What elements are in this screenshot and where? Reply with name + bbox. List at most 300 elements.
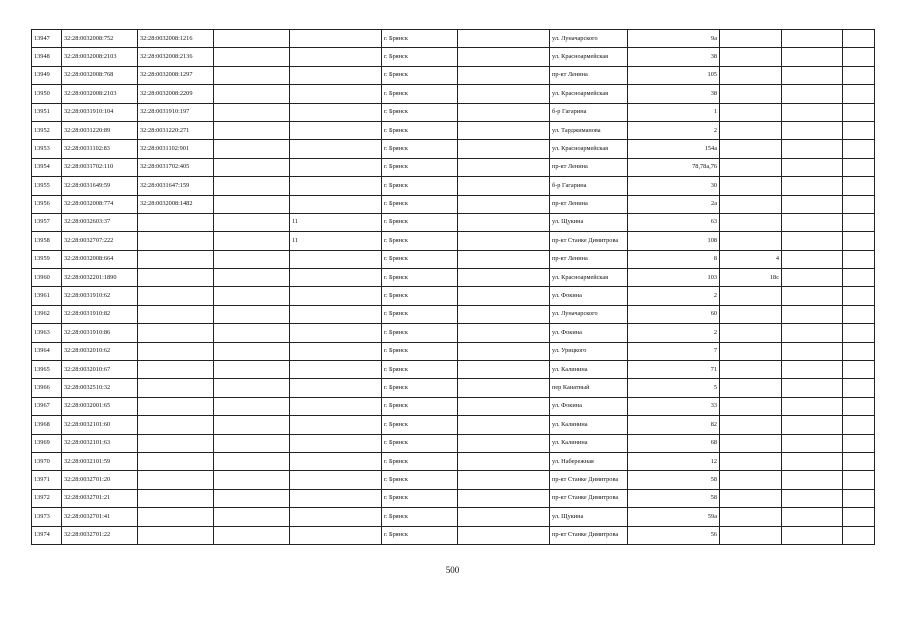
parent-cadastral-cell (138, 508, 214, 526)
building-cell (720, 489, 782, 507)
empty-cell-f (843, 85, 875, 103)
building-cell (720, 379, 782, 397)
empty-cell-c (458, 342, 550, 360)
record-number-cell: 13957 (32, 213, 62, 231)
empty-cell-f (843, 452, 875, 470)
table-row (32, 85, 875, 103)
empty-cell-a (214, 342, 290, 360)
empty-cell-a (214, 324, 290, 342)
empty-cell-f (843, 30, 875, 48)
empty-cell-f (843, 342, 875, 360)
empty-cell-f (843, 397, 875, 415)
cadastral-number-cell: 32:28:0032201:1890 (62, 269, 138, 287)
street-cell: ул. Фокина (550, 397, 628, 415)
code-cell (290, 342, 382, 360)
parent-cadastral-cell (138, 361, 214, 379)
building-cell (720, 213, 782, 231)
table-row (32, 103, 875, 121)
city-cell: г. Брянск (382, 361, 458, 379)
record-number-cell: 13963 (32, 324, 62, 342)
city-cell: г. Брянск (382, 103, 458, 121)
city-cell: г. Брянск (382, 379, 458, 397)
empty-cell-f (843, 158, 875, 176)
empty-cell-e (782, 379, 843, 397)
record-number-cell: 13951 (32, 103, 62, 121)
parent-cadastral-cell (138, 324, 214, 342)
empty-cell-a (214, 287, 290, 305)
empty-cell-a (214, 30, 290, 48)
house-number-cell: 63 (628, 213, 720, 231)
parent-cadastral-cell: 32:28:0031702:405 (138, 158, 214, 176)
empty-cell-f (843, 416, 875, 434)
empty-cell-c (458, 121, 550, 139)
building-cell (720, 195, 782, 213)
empty-cell-f (843, 324, 875, 342)
street-cell: ул. Луначарского (550, 305, 628, 323)
code-cell (290, 397, 382, 415)
record-number-cell: 13952 (32, 121, 62, 139)
table-row (32, 452, 875, 470)
table-row (32, 342, 875, 360)
parent-cadastral-cell: 32:28:0032008:1482 (138, 195, 214, 213)
empty-cell-e (782, 85, 843, 103)
code-cell (290, 489, 382, 507)
empty-cell-e (782, 66, 843, 84)
record-number-cell: 13968 (32, 416, 62, 434)
table-row (32, 140, 875, 158)
code-cell (290, 379, 382, 397)
empty-cell-f (843, 177, 875, 195)
city-cell: г. Брянск (382, 526, 458, 544)
record-number-cell: 13956 (32, 195, 62, 213)
street-cell: пр-кт Ленина (550, 250, 628, 268)
cadastral-number-cell: 32:28:0031910:62 (62, 287, 138, 305)
cadastral-number-cell: 32:28:0032010:62 (62, 342, 138, 360)
house-number-cell: 154а (628, 140, 720, 158)
table-row (32, 361, 875, 379)
empty-cell-c (458, 397, 550, 415)
cadastral-number-cell: 32:28:0032010:67 (62, 361, 138, 379)
house-number-cell: 38 (628, 85, 720, 103)
parent-cadastral-cell (138, 379, 214, 397)
empty-cell-f (843, 232, 875, 250)
street-cell: пр-кт Станке Димитрова (550, 232, 628, 250)
empty-cell-f (843, 66, 875, 84)
building-cell (720, 30, 782, 48)
empty-cell-a (214, 416, 290, 434)
empty-cell-e (782, 397, 843, 415)
empty-cell-c (458, 66, 550, 84)
empty-cell-f (843, 434, 875, 452)
empty-cell-e (782, 232, 843, 250)
empty-cell-e (782, 471, 843, 489)
empty-cell-e (782, 287, 843, 305)
empty-cell-e (782, 213, 843, 231)
house-number-cell: 103 (628, 269, 720, 287)
parent-cadastral-cell (138, 213, 214, 231)
parent-cadastral-cell: 32:28:0032008:1297 (138, 66, 214, 84)
cadastral-number-cell: 32:28:0032701:22 (62, 526, 138, 544)
empty-cell-e (782, 250, 843, 268)
empty-cell-e (782, 489, 843, 507)
empty-cell-f (843, 508, 875, 526)
street-cell: ул. Набережная (550, 452, 628, 470)
empty-cell-c (458, 250, 550, 268)
cadastral-number-cell: 32:28:0032101:59 (62, 452, 138, 470)
parent-cadastral-cell: 32:28:0032008:1216 (138, 30, 214, 48)
city-cell: г. Брянск (382, 66, 458, 84)
city-cell: г. Брянск (382, 269, 458, 287)
house-number-cell: 8 (628, 250, 720, 268)
code-cell (290, 177, 382, 195)
house-number-cell: 56 (628, 526, 720, 544)
city-cell: г. Брянск (382, 434, 458, 452)
cadastral-number-cell: 32:28:0032008:752 (62, 30, 138, 48)
building-cell: 4 (720, 250, 782, 268)
table-row (32, 232, 875, 250)
empty-cell-c (458, 213, 550, 231)
record-number-cell: 13973 (32, 508, 62, 526)
building-cell (720, 121, 782, 139)
code-cell (290, 140, 382, 158)
house-number-cell: 58 (628, 489, 720, 507)
building-cell (720, 287, 782, 305)
house-number-cell: 7 (628, 342, 720, 360)
city-cell: г. Брянск (382, 452, 458, 470)
table-row (32, 324, 875, 342)
empty-cell-f (843, 287, 875, 305)
city-cell: г. Брянск (382, 177, 458, 195)
empty-cell-c (458, 379, 550, 397)
empty-cell-e (782, 140, 843, 158)
empty-cell-f (843, 361, 875, 379)
empty-cell-a (214, 452, 290, 470)
street-cell: ул. Фокина (550, 324, 628, 342)
empty-cell-c (458, 416, 550, 434)
record-number-cell: 13960 (32, 269, 62, 287)
registry-sheet (31, 29, 875, 545)
street-cell: ул. Урицкого (550, 342, 628, 360)
code-cell (290, 121, 382, 139)
city-cell: г. Брянск (382, 213, 458, 231)
parent-cadastral-cell: 32:28:0032008:2209 (138, 85, 214, 103)
street-cell: пр-кт Ленина (550, 195, 628, 213)
city-cell: г. Брянск (382, 195, 458, 213)
code-cell: 11 (290, 232, 382, 250)
house-number-cell: 58 (628, 471, 720, 489)
building-cell (720, 452, 782, 470)
empty-cell-c (458, 452, 550, 470)
table-row (32, 471, 875, 489)
building-cell (720, 103, 782, 121)
empty-cell-a (214, 177, 290, 195)
parent-cadastral-cell (138, 452, 214, 470)
parent-cadastral-cell: 32:28:0031910:197 (138, 103, 214, 121)
cadastral-number-cell: 32:28:0032707:222 (62, 232, 138, 250)
parent-cadastral-cell (138, 232, 214, 250)
record-number-cell: 13950 (32, 85, 62, 103)
empty-cell-e (782, 416, 843, 434)
house-number-cell: 1 (628, 103, 720, 121)
code-cell (290, 434, 382, 452)
empty-cell-a (214, 471, 290, 489)
cadastral-number-cell: 32:28:0032101:60 (62, 416, 138, 434)
parent-cadastral-cell (138, 526, 214, 544)
empty-cell-a (214, 121, 290, 139)
building-cell (720, 471, 782, 489)
empty-cell-f (843, 140, 875, 158)
empty-cell-f (843, 471, 875, 489)
house-number-cell: 59а (628, 508, 720, 526)
city-cell: г. Брянск (382, 416, 458, 434)
cadastral-number-cell: 32:28:0031910:104 (62, 103, 138, 121)
empty-cell-a (214, 213, 290, 231)
code-cell (290, 471, 382, 489)
table-row (32, 250, 875, 268)
street-cell: ул. Красноармейская (550, 269, 628, 287)
house-number-cell: 108 (628, 232, 720, 250)
table-row (32, 397, 875, 415)
empty-cell-e (782, 434, 843, 452)
empty-cell-e (782, 508, 843, 526)
record-number-cell: 13955 (32, 177, 62, 195)
parent-cadastral-cell (138, 397, 214, 415)
house-number-cell: 60 (628, 305, 720, 323)
city-cell: г. Брянск (382, 121, 458, 139)
house-number-cell: 2 (628, 324, 720, 342)
empty-cell-f (843, 213, 875, 231)
empty-cell-a (214, 305, 290, 323)
empty-cell-a (214, 103, 290, 121)
building-cell (720, 361, 782, 379)
building-cell (720, 158, 782, 176)
house-number-cell: 2 (628, 121, 720, 139)
page-number: 500 (445, 565, 460, 575)
empty-cell-e (782, 305, 843, 323)
empty-cell-e (782, 195, 843, 213)
record-number-cell: 13959 (32, 250, 62, 268)
empty-cell-c (458, 158, 550, 176)
building-cell (720, 85, 782, 103)
building-cell (720, 66, 782, 84)
street-cell: ул. Фокина (550, 287, 628, 305)
code-cell (290, 416, 382, 434)
empty-cell-c (458, 269, 550, 287)
empty-cell-a (214, 489, 290, 507)
parent-cadastral-cell: 32:28:0031102:901 (138, 140, 214, 158)
street-cell: ул. Щукина (550, 508, 628, 526)
cadastral-number-cell: 32:28:0032101:63 (62, 434, 138, 452)
empty-cell-c (458, 489, 550, 507)
parent-cadastral-cell (138, 287, 214, 305)
street-cell: пер Канатный (550, 379, 628, 397)
house-number-cell: 68 (628, 434, 720, 452)
empty-cell-e (782, 361, 843, 379)
empty-cell-f (843, 269, 875, 287)
empty-cell-c (458, 471, 550, 489)
registry-body (32, 30, 875, 545)
empty-cell-c (458, 361, 550, 379)
street-cell: пр-кт Станке Димитрова (550, 471, 628, 489)
record-number-cell: 13969 (32, 434, 62, 452)
table-row (32, 269, 875, 287)
empty-cell-c (458, 85, 550, 103)
record-number-cell: 13964 (32, 342, 62, 360)
street-cell: ул. Калинина (550, 361, 628, 379)
building-cell: 18с (720, 269, 782, 287)
record-number-cell: 13966 (32, 379, 62, 397)
street-cell: ул. Красноармейская (550, 85, 628, 103)
empty-cell-e (782, 526, 843, 544)
street-cell: ул. Красноармейская (550, 48, 628, 66)
empty-cell-c (458, 434, 550, 452)
empty-cell-e (782, 269, 843, 287)
empty-cell-f (843, 195, 875, 213)
parent-cadastral-cell: 32:28:0031647:159 (138, 177, 214, 195)
cadastral-number-cell: 32:28:0032001:65 (62, 397, 138, 415)
empty-cell-a (214, 232, 290, 250)
cadastral-number-cell: 32:28:0031702:110 (62, 158, 138, 176)
record-number-cell: 13954 (32, 158, 62, 176)
house-number-cell: 5 (628, 379, 720, 397)
record-number-cell: 13947 (32, 30, 62, 48)
city-cell: г. Брянск (382, 305, 458, 323)
record-number-cell: 13948 (32, 48, 62, 66)
parent-cadastral-cell (138, 305, 214, 323)
table-row (32, 434, 875, 452)
street-cell: ул. Красноармейская (550, 140, 628, 158)
house-number-cell: 2а (628, 195, 720, 213)
empty-cell-f (843, 526, 875, 544)
cadastral-number-cell: 32:28:0031102:83 (62, 140, 138, 158)
code-cell (290, 85, 382, 103)
parent-cadastral-cell: 32:28:0032008:2136 (138, 48, 214, 66)
parent-cadastral-cell: 32:28:0031220:271 (138, 121, 214, 139)
street-cell: пр-кт Станке Димитрова (550, 526, 628, 544)
code-cell (290, 103, 382, 121)
empty-cell-e (782, 30, 843, 48)
code-cell (290, 66, 382, 84)
record-number-cell: 13961 (32, 287, 62, 305)
empty-cell-c (458, 526, 550, 544)
empty-cell-f (843, 121, 875, 139)
empty-cell-a (214, 269, 290, 287)
empty-cell-f (843, 48, 875, 66)
building-cell (720, 177, 782, 195)
empty-cell-a (214, 66, 290, 84)
code-cell (290, 195, 382, 213)
building-cell (720, 232, 782, 250)
parent-cadastral-cell (138, 434, 214, 452)
empty-cell-c (458, 232, 550, 250)
empty-cell-e (782, 324, 843, 342)
street-cell: ул. Луначарского (550, 30, 628, 48)
street-cell: ул. Щукина (550, 213, 628, 231)
city-cell: г. Брянск (382, 140, 458, 158)
house-number-cell: 2 (628, 287, 720, 305)
empty-cell-e (782, 177, 843, 195)
empty-cell-c (458, 48, 550, 66)
empty-cell-c (458, 305, 550, 323)
street-cell: ул. Тарджиманова (550, 121, 628, 139)
record-number-cell: 13965 (32, 361, 62, 379)
record-number-cell: 13971 (32, 471, 62, 489)
parent-cadastral-cell (138, 416, 214, 434)
code-cell (290, 287, 382, 305)
empty-cell-e (782, 103, 843, 121)
empty-cell-a (214, 48, 290, 66)
empty-cell-a (214, 379, 290, 397)
empty-cell-e (782, 48, 843, 66)
code-cell (290, 452, 382, 470)
empty-cell-c (458, 140, 550, 158)
parent-cadastral-cell (138, 342, 214, 360)
table-row (32, 177, 875, 195)
house-number-cell: 12 (628, 452, 720, 470)
building-cell (720, 397, 782, 415)
city-cell: г. Брянск (382, 232, 458, 250)
building-cell (720, 342, 782, 360)
city-cell: г. Брянск (382, 397, 458, 415)
city-cell: г. Брянск (382, 342, 458, 360)
cadastral-number-cell: 32:28:0032603:37 (62, 213, 138, 231)
record-number-cell: 13949 (32, 66, 62, 84)
record-number-cell: 13970 (32, 452, 62, 470)
empty-cell-f (843, 103, 875, 121)
cadastral-number-cell: 32:28:0031910:86 (62, 324, 138, 342)
parent-cadastral-cell (138, 471, 214, 489)
cadastral-number-cell: 32:28:0031649:59 (62, 177, 138, 195)
city-cell: г. Брянск (382, 489, 458, 507)
empty-cell-f (843, 250, 875, 268)
building-cell (720, 324, 782, 342)
empty-cell-e (782, 158, 843, 176)
cadastral-number-cell: 32:28:0032701:20 (62, 471, 138, 489)
parent-cadastral-cell (138, 489, 214, 507)
table-row (32, 48, 875, 66)
record-number-cell: 13967 (32, 397, 62, 415)
cadastral-number-cell: 32:28:0032701:41 (62, 508, 138, 526)
empty-cell-e (782, 452, 843, 470)
empty-cell-c (458, 177, 550, 195)
building-cell (720, 305, 782, 323)
code-cell (290, 526, 382, 544)
street-cell: пр-кт Станке Димитрова (550, 489, 628, 507)
house-number-cell: 30 (628, 177, 720, 195)
empty-cell-c (458, 195, 550, 213)
city-cell: г. Брянск (382, 85, 458, 103)
empty-cell-c (458, 508, 550, 526)
street-cell: б-р Гагарина (550, 103, 628, 121)
cadastral-number-cell: 32:28:0032510:32 (62, 379, 138, 397)
building-cell (720, 434, 782, 452)
cadastral-number-cell: 32:28:0032008:664 (62, 250, 138, 268)
city-cell: г. Брянск (382, 287, 458, 305)
empty-cell-e (782, 342, 843, 360)
record-number-cell: 13962 (32, 305, 62, 323)
table-row (32, 158, 875, 176)
code-cell (290, 158, 382, 176)
cadastral-number-cell: 32:28:0032008:2103 (62, 48, 138, 66)
house-number-cell: 78,78а,76 (628, 158, 720, 176)
table-row (32, 489, 875, 507)
cadastral-number-cell: 32:28:0031910:82 (62, 305, 138, 323)
empty-cell-f (843, 489, 875, 507)
street-cell: пр-кт Ленина (550, 158, 628, 176)
code-cell: 11 (290, 213, 382, 231)
empty-cell-a (214, 250, 290, 268)
cadastral-number-cell: 32:28:0032701:21 (62, 489, 138, 507)
